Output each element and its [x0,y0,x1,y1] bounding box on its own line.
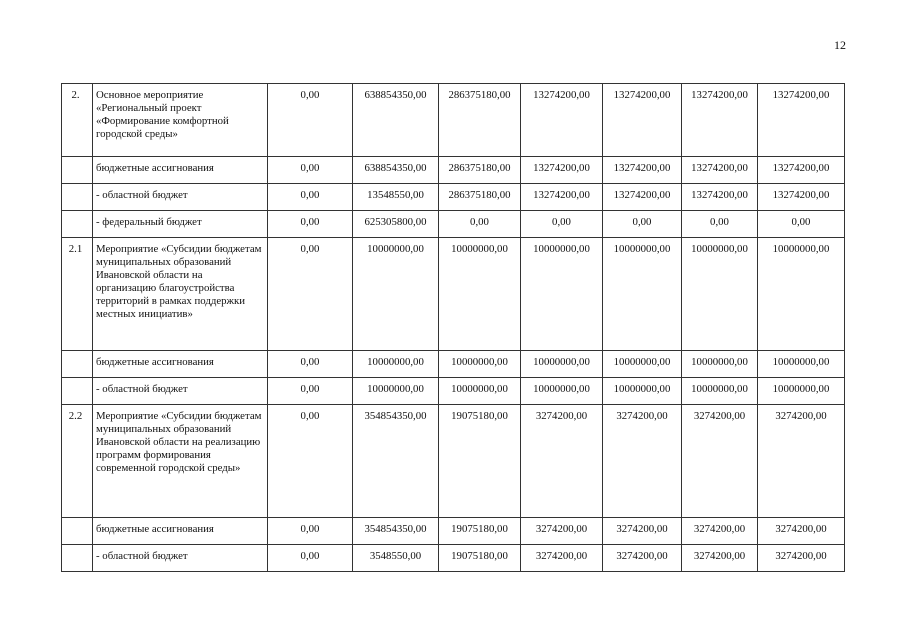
budget-table [61,83,845,572]
value-cell: 13274200,00 [682,184,758,211]
row-name-cell: Основное мероприятие «Региональный проект «Формирование комфортной городской среды» [93,84,268,157]
table-row [62,211,845,238]
value-cell: 638854350,00 [353,157,439,184]
value-cell: 0,00 [758,211,845,238]
value-cell: 0,00 [268,351,353,378]
value-cell: 0,00 [268,238,353,351]
row-name-cell: - федеральный бюджет [93,211,268,238]
table-row [62,351,845,378]
row-number-cell: 2.1 [62,238,93,351]
value-cell: 10000000,00 [603,378,682,405]
row-number-cell [62,378,93,405]
value-cell: 10000000,00 [353,351,439,378]
value-cell: 10000000,00 [353,378,439,405]
value-cell: 19075180,00 [439,545,521,572]
value-cell: 13274200,00 [521,184,603,211]
value-cell: 10000000,00 [758,378,845,405]
value-cell: 354854350,00 [353,518,439,545]
value-cell: 3274200,00 [682,545,758,572]
value-cell: 3274200,00 [682,518,758,545]
value-cell: 3274200,00 [682,405,758,518]
row-number-cell [62,157,93,184]
value-cell: 10000000,00 [682,378,758,405]
table-row [62,518,845,545]
table-row [62,545,845,572]
value-cell: 3274200,00 [758,518,845,545]
row-number-cell: 2.2 [62,405,93,518]
value-cell: 13274200,00 [682,157,758,184]
value-cell: 3548550,00 [353,545,439,572]
value-cell: 10000000,00 [439,378,521,405]
value-cell: 10000000,00 [353,238,439,351]
value-cell: 13274200,00 [603,184,682,211]
value-cell: 3274200,00 [521,405,603,518]
value-cell: 0,00 [521,211,603,238]
row-number-cell [62,211,93,238]
row-number-cell: 2. [62,84,93,157]
value-cell: 0,00 [268,518,353,545]
value-cell: 10000000,00 [521,351,603,378]
value-cell: 10000000,00 [603,238,682,351]
value-cell: 10000000,00 [439,238,521,351]
value-cell: 13274200,00 [521,84,603,157]
value-cell: 10000000,00 [521,378,603,405]
table-row [62,405,845,518]
value-cell: 10000000,00 [439,351,521,378]
value-cell: 0,00 [268,157,353,184]
table-row [62,157,845,184]
row-name-cell: - областной бюджет [93,545,268,572]
value-cell: 3274200,00 [603,405,682,518]
row-number-cell [62,184,93,211]
value-cell: 10000000,00 [682,238,758,351]
row-name-cell: бюджетные ассигнования [93,157,268,184]
value-cell: 19075180,00 [439,405,521,518]
table-row [62,378,845,405]
row-name-cell: - областной бюджет [93,184,268,211]
row-name-cell: Мероприятие «Субсидии бюджетам муниципальных образований Ивановской области на организацию благоустройства территорий в рамках поддержки местных инициатив» [93,238,268,351]
row-name-cell: бюджетные ассигнования [93,518,268,545]
value-cell: 0,00 [268,184,353,211]
table-row [62,84,845,157]
row-name-cell: - областной бюджет [93,378,268,405]
value-cell: 13274200,00 [603,157,682,184]
value-cell: 354854350,00 [353,405,439,518]
page-number: 12 [834,38,846,52]
value-cell: 3274200,00 [758,545,845,572]
value-cell: 638854350,00 [353,84,439,157]
value-cell: 13274200,00 [521,157,603,184]
value-cell: 0,00 [439,211,521,238]
value-cell: 13274200,00 [682,84,758,157]
value-cell: 3274200,00 [758,405,845,518]
value-cell: 10000000,00 [758,351,845,378]
value-cell: 0,00 [682,211,758,238]
value-cell: 10000000,00 [521,238,603,351]
value-cell: 0,00 [268,405,353,518]
value-cell: 3274200,00 [603,545,682,572]
value-cell: 0,00 [268,545,353,572]
value-cell: 0,00 [268,211,353,238]
value-cell: 0,00 [603,211,682,238]
value-cell: 286375180,00 [439,157,521,184]
value-cell: 10000000,00 [603,351,682,378]
value-cell: 19075180,00 [439,518,521,545]
value-cell: 3274200,00 [521,545,603,572]
table-row [62,184,845,211]
value-cell: 625305800,00 [353,211,439,238]
value-cell: 286375180,00 [439,184,521,211]
value-cell: 13274200,00 [603,84,682,157]
value-cell: 13274200,00 [758,157,845,184]
table-row [62,238,845,351]
value-cell: 3274200,00 [521,518,603,545]
value-cell: 10000000,00 [758,238,845,351]
value-cell: 13274200,00 [758,184,845,211]
value-cell: 0,00 [268,84,353,157]
value-cell: 3274200,00 [603,518,682,545]
row-name-cell: бюджетные ассигнования [93,351,268,378]
value-cell: 10000000,00 [682,351,758,378]
row-number-cell [62,518,93,545]
value-cell: 13274200,00 [758,84,845,157]
value-cell: 286375180,00 [439,84,521,157]
row-name-cell: Мероприятие «Субсидии бюджетам муниципальных образований Ивановской области на реализацию программ формирования современной городской среды» [93,405,268,518]
value-cell: 0,00 [268,378,353,405]
row-number-cell [62,351,93,378]
row-number-cell [62,545,93,572]
value-cell: 13548550,00 [353,184,439,211]
